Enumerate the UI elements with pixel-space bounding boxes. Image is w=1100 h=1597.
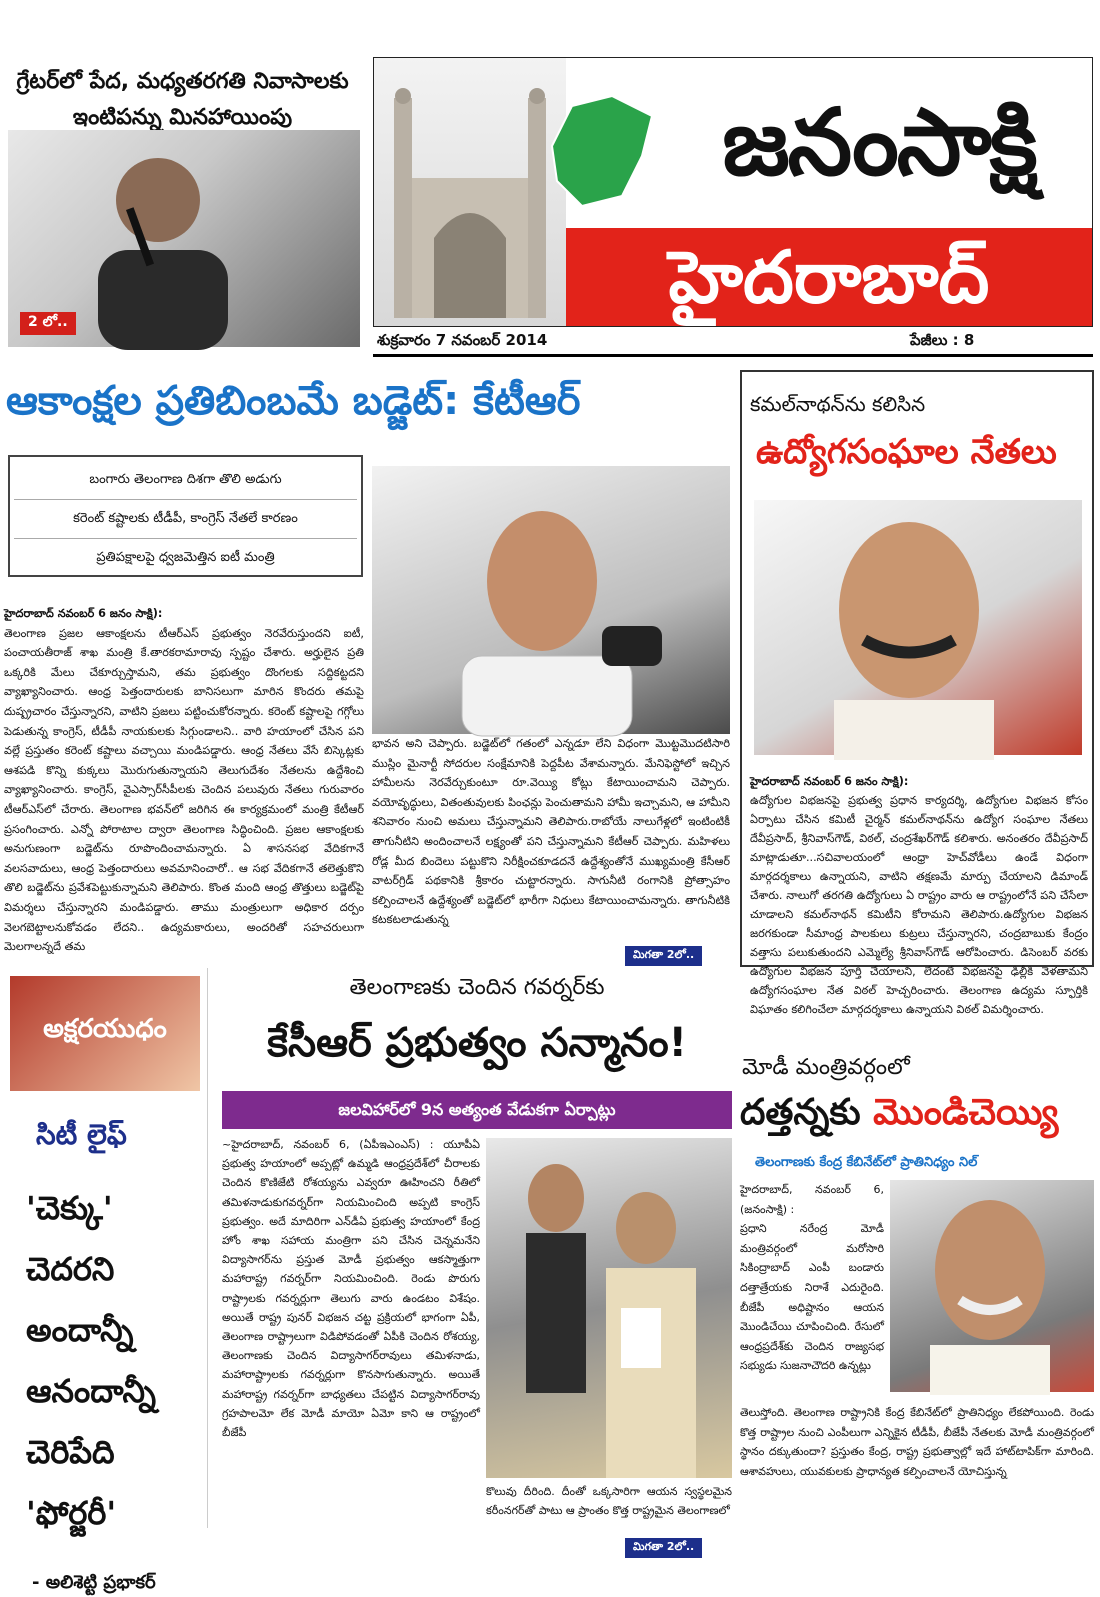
issue-date: శుక్రవారం 7 నవంబర్‌ 2014 <box>377 331 548 349</box>
governor-banner: జలవిహార్‌లో 9న అత్యంత వేడుకగా ఏర్పాట్లు <box>222 1091 732 1129</box>
kamalnath-kicker: కమల్‌నాథన్‌ను కలిసిన <box>750 392 926 416</box>
kamalnath-column <box>740 370 1094 1016</box>
poem-line-6: 'ఫోర్జరీ' <box>26 1494 117 1532</box>
main-story-more-link[interactable]: మిగతా 2లో.. <box>625 946 702 966</box>
left-top-photo <box>8 130 360 347</box>
poem-line-5: చెరిపేది <box>26 1433 115 1471</box>
poem-line-1: 'చెక్కు' <box>26 1189 113 1227</box>
summary-box <box>8 455 363 577</box>
kamalnath-photo <box>754 500 1082 755</box>
poem-line-4: ఆనందాన్నీ <box>26 1372 156 1410</box>
left-top-headline-line1: గ్రేటర్‌లో పేద, మధ్యతరగతి నివాసాలకు <box>16 69 349 94</box>
akshara-logo <box>10 976 200 1091</box>
poem-line-3: అందాన్నీ <box>26 1311 134 1349</box>
dattanna-kicker: మోడీ మంత్రివర్గంలో <box>742 1055 910 1080</box>
governor-body: ~హైదరాబాద్‌, నవంబర్‌ 6, (ఏపీఇఎంఎస్‌) : యూపీఏ ప్రభుత్వ హయాంలో అప్పట్లో ఉమ్మడి ఆంధ్రప్రదేశ్‌లో చీరాలకు చెందిన కొణిజేటి రోశయ్యను ఎవ్వరూ ఊహించని రీతిలో తమిళనాడుకుగవర్నర్‌గా నియమించింది అప్పటి కాంగ్రెస్‌ ప్రభుత్వం. అదే మాదిరిగా ఎన్‌డీఏ ప్రభుత్వ హయాంలో కేంద్ర హోం శాఖ సహాయ మంత్రిగా పని చేసిన చెన్నమనేని విద్యాసాగర్‌ను ప్రస్తుత మోడీ ప్రభుత్వం ఆకస్మాత్తుగా మహారాష్ట్ర గవర్నర్‌గా నియమించింది. రెండు పొరుగు రాష్ట్రాలకు గవర్నర్లుగా తెలుగు వారు ఉండటం విశేషం. అయితే రాష్ట్ర పునర్‌ విభజన చట్ట ప్రక్రియలో భాగంగా ఏపీ, తెలంగాణ రాష్ట్రాలుగా విడిపోవడంతో ఏపీకి చెందిన రోశయ్య, తెలంగాణకు చెందిన విద్యాసాగర్‌రావులు తమిళనాడు, మహారాష్ట్రాలకు గవర్నర్లుగా కొనసాగుతున్నారు. అయితే మహారాష్ట్ర గవర్నర్‌గా బాధ్యతలు చేపట్టిన విద్యాసాగర్‌రావు గ్రహపాలమో లేక మోడీ మాయో ఏమో కాని ఆ రాష్ట్రంలో బీజేపీ <box>222 1138 480 1440</box>
summary-line-2: కరెంట్‌ కష్టాలకు టీడీపీ, కాంగ్రెస్‌ నేతలే కారణం <box>14 500 357 539</box>
city-life-heading: సిటీ లైఫ్‌ <box>36 1118 127 1151</box>
left-top-headline <box>0 64 365 136</box>
main-story-body-2: భావన అని చెప్పారు. బడ్జెట్‌లో గతంలో ఎన్నడూ లేని విధంగా మొట్టమొదటిసారి ముస్లిం మైనార్టీ సోదరుల సంక్షేమానికి పెద్దపీట వేశామన్నారు. మేనిఫెస్టోలో ఇచ్చిన హామీలను నెరవేర్చుకుంటూ రూ.వెయ్యి కోట్లు కేటాయించామని చెప్పారు. వయోవృద్ధులు, వితంతువులకు పింఛన్లు పెంచుతామని హామీ ఇచ్చామని, ఆ హామీని శనివారం నుంచి అమలు చేస్తున్నామని తెలిపారు.రాబోయే నాలుగేళ్లలో ఇంటింటికీ తాగునీటిని అందించాలనే లక్ష్యంతో పని చేస్తున్నామని కేటీఆర్‌ చెప్పారు. మహిళలు రోడ్ల మీద బిందెలు పట్టుకొని నిరీక్షించకూడదనే ఉద్దేశ్యంతోనే ముఖ్యమంత్రి కేసీఆర్‌ వాటర్‌గ్రిడ్‌ పథకానికి శ్రీకారం చుట్టారన్నారు. సాగునీటి రంగానికి ప్రోత్సాహం కల్పించాలనే ఉద్దేశ్యంతో బడ్జెట్‌లో భారీగా నిధులు కేటాయించామన్నారు. తాగునీటికి కటకటలాడుతున్న <box>372 737 730 927</box>
masthead-subtitle-bar <box>566 228 1092 326</box>
main-story-body: తెలంగాణ ప్రజల ఆకాంక్షలను టీఆర్‌ఎస్‌ ప్రభుత్వం నెరవేరుస్తుందని ఐటీ, పంచాయతీరాజ్‌ శాఖ మంత్రి కే.తారకరామారావు స్పష్టం చేశారు. అర్హులైన ప్రతి ఒక్కరికి మేలు చేకూర్చుస్తామని, తమ ప్రభుత్వం దొంగలకు సద్దికట్టదని వ్యాఖ్యానించారు. ఆంధ్ర పెత్తందారులకు బానిసలుగా మారిన కొందరు తమపై దుష్ప్రచారం చేస్తున్నారని, వాటిని ప్రజలు పట్టించుకోరన్నారు. కరెంట్‌ కష్టాలపై గగ్గోలు పెడుతున్న కాంగ్రెస్‌, టీడీపీ నాయకులకు సిగ్గుండాలని.. వారి హయాంలో చేసిన పని వల్లే ప్రస్తుతం కరెంట్‌ కష్టాలు వచ్చాయి మండిపడ్డారు. ఆంధ్ర నేతలు వేసే బిస్కెట్లకు ఆశపడి కొన్ని కుక్కలు మొరుగుతున్నాయని తెలుగుదేశం నేతలను ఉద్దేశించి వ్యాఖ్యానించారు. కాంగ్రెస్‌, వైఎస్సార్‌సీపీలకు చెందిన పలువురు నేతలు గురువారం టీఆర్‌ఎస్‌లో చేరారు. తెలంగాణ భవన్‌లో జరిగిన ఈ కార్యక్రమంలో మంత్రి కేటీఆర్‌ ప్రసంగించారు. ఎన్నో పోరాటాల ద్వారా తెలంగాణ సిద్ధించింది. ప్రజల ఆకాంక్షలకు అనుగుణంగా బడ్జెట్‌ను రూపొందించామన్నారు. ఏ శాసనసభ వేదికగానే వలసవాదులు, ఆంధ్ర పెత్తందారులు అవమానించారో.. ఆ సభ వేదికగానే తలెత్తుకొని తొలి బడ్జెట్‌ను ప్రవేశపెట్టుకున్నామని తెలిపారు. కొంత మంది ఆంధ్ర తొత్తులు బడ్జెట్‌పై విమర్శలు చేస్తున్నారని మండిపడ్డారు. తాము మంత్రులుగా అధికార దర్పం వెలగబెట్టాలనుకోవడం లేదని.. ఉద్యమకారులు, అందరితో సహచరులుగా మెలగాలన్నదే తమ <box>4 626 364 954</box>
kamalnath-dateline: హైదరాబాద్‌ నవంబర్‌ 6 జనం సాక్షి): <box>750 775 909 788</box>
masthead-title: జనంసాక్షి <box>722 89 1036 196</box>
charminar-icon <box>374 58 566 326</box>
governor-photo <box>486 1138 732 1478</box>
telangana-map-icon <box>542 86 662 216</box>
page-count: పేజీలు : 8 <box>910 331 975 349</box>
poem-line-2: చెదరని <box>26 1250 115 1288</box>
masthead-photo <box>374 58 566 326</box>
kamalnath-text <box>750 772 1088 1016</box>
dattanna-headline-b: మొండిచెయ్యి <box>873 1092 1059 1133</box>
kamalnath-headline: ఉద్యోగసంఘాల నేతలు <box>756 432 1057 472</box>
governor-body-2: కొలువు దీరింది. దీంతో ఒక్కసారిగా ఆయన స్వస్థలమైన కరీంనగర్‌తో పాటు ఆ ప్రాంతం కొత్త రాష్ట్రమైన తెలంగాణలో <box>486 1485 732 1518</box>
main-story-text-2 <box>372 734 730 968</box>
summary-line-3: ప్రతిపక్షాలపై ధ్వజమెత్తిన ఐటీ మంత్రి <box>96 550 275 565</box>
kamalnath-body: ఉద్యోగుల విభజనపై ప్రభుత్వ ప్రధాన కార్యదర్శి, ఉద్యోగుల విభజన కోసం ఏర్పాటు చేసిన కమిటీ చైర్మన్‌ కమల్‌నాథన్‌ను ఉద్యోగ సంఘాల నేతలు దేవీప్రసాద్‌, శ్రీనివాస్‌గౌడ్‌, విఠల్‌, చంద్రశేఖర్‌గౌడ్‌ కలిశారు. అనంతరం దేవీప్రసాద్‌ మాట్లాడుతూ...సచివాలయంలో ఆంధ్రా హెచ్‌వోడీలు ఉండే విధంగా మార్గదర్శకాలు ఉన్నాయని, వాటిని తక్షణమే మార్పు చేయాలని డిమాండ్‌ చేశారు. నాలుగో తరగతి ఉద్యోగులు ఏ రాష్ట్రం వారు ఆ రాష్ట్రంలోనే పని చేసేలా చూడాలని కమల్‌నాథన్‌ కమిటీని కోరామని తెలిపారు.ఉద్యోగుల విభజన జరగకుండా సీమాంధ్ర పాలకులు కుట్రలు చేస్తున్నారని, చంద్రబాబుకు కేంద్రం వత్తాసు పలుకుతుందని ఎమ్మెల్యే శ్రీనివాస్‌గౌడ్‌ ఆరోపించారు. డిసెంబర్‌ వరకు ఉద్యోగుల విభజన పూర్తి చేయాలని, లేదంటే విభజనపై ఢిల్లీకి వెళతామని ఉద్యోగసంఘాల నేత విఠల్‌ హెచ్చరించారు. తెలంగాణ ఉద్యమ స్ఫూర్తికి విఘాతం కలిగించేలా మార్గదర్శకాలు ఉన్నాయని విఠల్‌ విమర్శించారు. <box>750 794 1088 1016</box>
dattanna-dateline: హైదరాబాద్‌, నవంబర్‌ 6, (జనంసాక్షి) : <box>740 1183 884 1216</box>
governor-more-link[interactable]: మిగతా 2లో.. <box>625 1538 702 1558</box>
left-top-photo-tag[interactable]: 2 లో.. <box>20 312 76 335</box>
main-story-text <box>4 604 364 968</box>
masthead <box>373 57 1093 327</box>
masthead-rule <box>373 354 1093 357</box>
governor-text <box>222 1135 480 1555</box>
main-headline: ఆకాంక్షల ప్రతిబింబమే బడ్జెట్‌: కేటీఆర్‌ <box>6 378 581 424</box>
dattanna-body-2: తెలుస్తోంది. తెలంగాణ రాష్ట్రానికి కేంద్ర కేబినేట్‌లో ప్రాతినిధ్యం లేకపోయింది. రెండు కొత్త రాష్ట్రాల నుంచి ఎంపీలుగా ఎన్నికైన టీడీపీ, బీజేపీ నేతలకు మోడీ మంత్రివర్గంలో స్థానం దక్కుతుందా? ప్రస్తుతం కేంద్ర, రాష్ట్ర ప్రభుత్వాల్లో ఇదే హాట్‌టాపిక్‌గా మారింది. ఆశావహులు, యువకులకు ప్రాధాన్యత కల్పించాలనే యోచిస్తున్న <box>740 1406 1094 1478</box>
main-story-dateline: హైదరాబాద్‌ నవంబర్‌ 6 జనం సాక్షి): <box>4 607 163 620</box>
summary-line-1: బంగారు తెలంగాణ దిశగా తొలి అడుగు <box>14 461 357 500</box>
dattanna-text <box>740 1180 884 1400</box>
governor-headline: కేసీఆర్‌ ప్రభుత్వం సన్మానం! <box>267 1020 687 1066</box>
dattanna-body: ప్రధాని నరేంద్ర మోడీ మంత్రివర్గంలో మరోసారి సికింద్రాబాద్‌ ఎంపీ బండారు దత్తాత్రేయకు నిరాశే ఎదురైంది. బీజేపీ అధిష్టానం ఆయన మొండిచేయి చూపించింది. రేసులో ఆంధ్రప్రదేశ్‌కు చెందిన రాజ్యసభ సభ్యుడు సుజనాచౌదరి ఉన్నట్లు <box>740 1222 884 1373</box>
masthead-subtitle: హైదరాబాద్ <box>668 235 990 319</box>
ktr-photo <box>372 466 730 734</box>
dattanna-headline-a: దత్తన్నకు <box>740 1092 874 1133</box>
akshara-logo-text: అక్షరయుధం <box>43 1014 167 1044</box>
sidebar-box <box>4 968 208 1593</box>
dattanna-subhead: తెలంగాణకు కేంద్ర కేబినేట్‌లో ప్రాతినిధ్యం నిల్‌ <box>755 1155 978 1170</box>
poem <box>26 1178 156 1544</box>
dattanna-headline <box>740 1092 1094 1142</box>
dattanna-photo <box>890 1180 1094 1392</box>
dattanna-text-2 <box>740 1403 1094 1553</box>
governor-kicker: తెలంగాణకు చెందిన గవర్నర్‌కు <box>349 975 605 1000</box>
left-top-headline-line2: ఇంటిపన్ను మినహాయింపు <box>72 105 293 130</box>
poem-author: - అలిశెట్టి ప్రభాకర్‌ <box>32 1572 156 1593</box>
